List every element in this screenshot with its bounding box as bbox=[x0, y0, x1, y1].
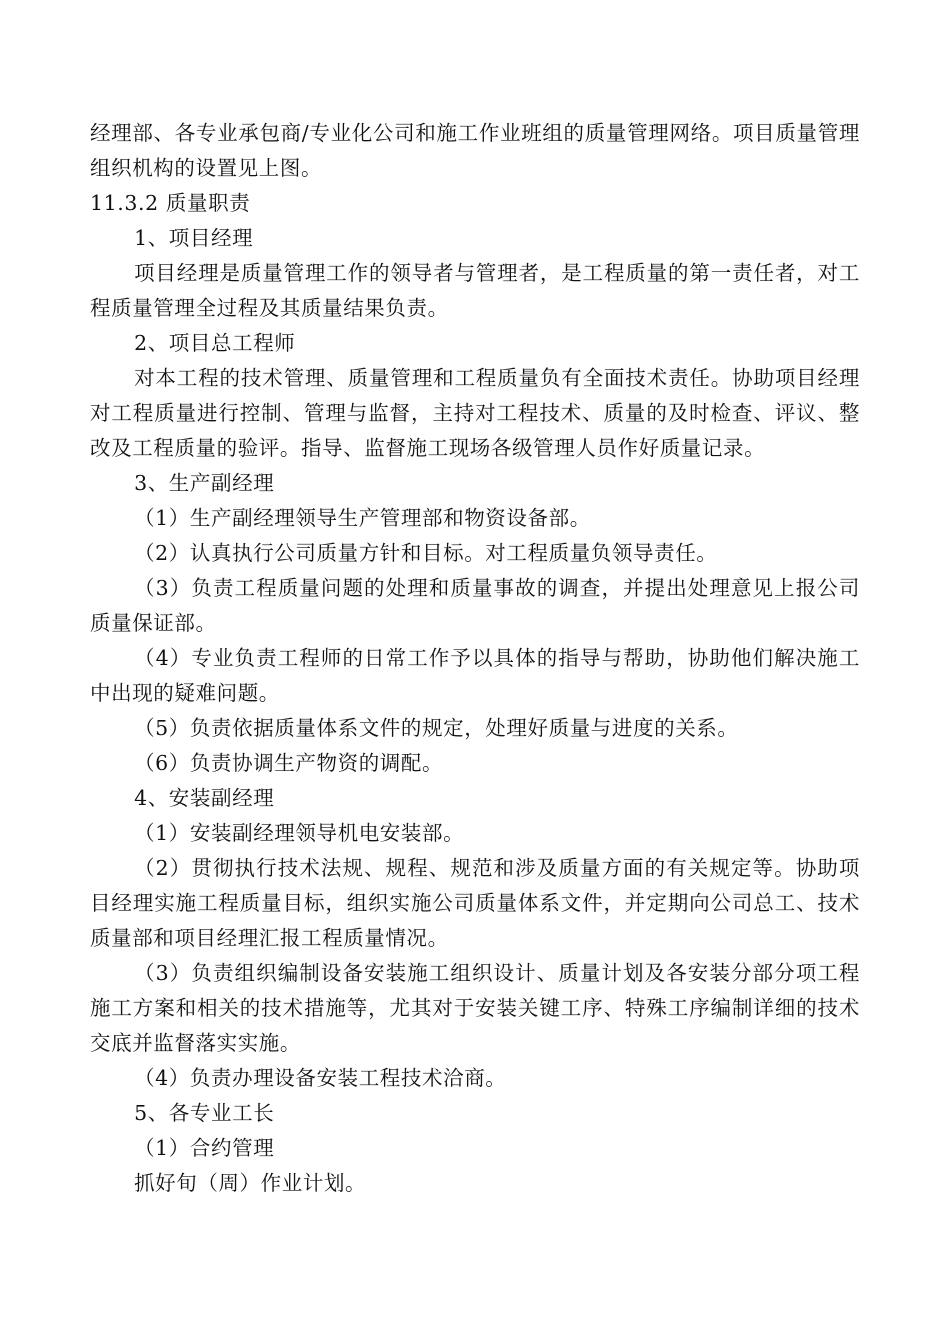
list-item-install-4: （4）负责办理设备安装工程技术洽商。 bbox=[134, 1066, 507, 1090]
list-item-production-3: （3）负责工程质量问题的处理和质量事故的调查，并提出处理意见上报公司质量保证部。 bbox=[90, 576, 860, 635]
document-body bbox=[90, 116, 860, 1201]
subheading-chief-engineer: 2、项目总工程师 bbox=[134, 331, 296, 355]
subheading-install-deputy: 4、安装副经理 bbox=[134, 786, 275, 810]
list-item-production-2: （2）认真执行公司质量方针和目标。对工程质量负领导责任。 bbox=[134, 541, 718, 565]
list-item-production-5: （5）负责依据质量体系文件的规定，处理好质量与进度的关系。 bbox=[134, 716, 739, 740]
paragraph-foremen-plan: 抓好旬（周）作业计划。 bbox=[134, 1171, 367, 1195]
list-item-foremen-1: （1）合约管理 bbox=[134, 1136, 275, 1160]
list-item-install-1: （1）安装副经理领导机电安装部。 bbox=[134, 821, 465, 845]
list-item-install-3: （3）负责组织编制设备安装施工组织设计、质量计划及各安装分部分项工程施工方案和相关的技术措施等，尤其对于安装关键工序、特殊工序编制详细的技术交底并监督落实实施。 bbox=[90, 961, 860, 1055]
list-item-production-4: （4）专业负责工程师的日常工作予以具体的指导与帮助，协助他们解决施工中出现的疑难问题。 bbox=[90, 646, 860, 705]
subheading-project-manager: 1、项目经理 bbox=[134, 226, 254, 250]
section-heading: 11.3.2 质量职责 bbox=[90, 191, 251, 215]
paragraph-chief-engineer: 对本工程的技术管理、质量管理和工程质量负有全面技术责任。协助项目经理对工程质量进行控制、管理与监督，主持对工程技术、质量的及时检查、评议、整改及工程质量的验评。指导、监督施工现场各级管理人员作好质量记录。 bbox=[90, 366, 860, 460]
paragraph-project-manager: 项目经理是质量管理工作的领导者与管理者，是工程质量的第一责任者，对工程质量管理全过程及其质量结果负责。 bbox=[90, 261, 860, 320]
list-item-install-2: （2）贯彻执行技术法规、规程、规范和涉及质量方面的有关规定等。协助项目经理实施工程质量目标，组织实施公司质量体系文件，并定期向公司总工、技术质量部和项目经理汇报工程质量情况。 bbox=[90, 856, 860, 950]
subheading-foremen: 5、各专业工长 bbox=[134, 1101, 275, 1125]
subheading-production-deputy: 3、生产副经理 bbox=[134, 471, 275, 495]
list-item-production-6: （6）负责协调生产物资的调配。 bbox=[134, 751, 444, 775]
list-item-production-1: （1）生产副经理领导生产管理部和物资设备部。 bbox=[134, 506, 591, 530]
intro-paragraph: 经理部、各专业承包商/专业化公司和施工作业班组的质量管理网络。项目质量管理组织机构的设置见上图。 bbox=[90, 121, 860, 180]
